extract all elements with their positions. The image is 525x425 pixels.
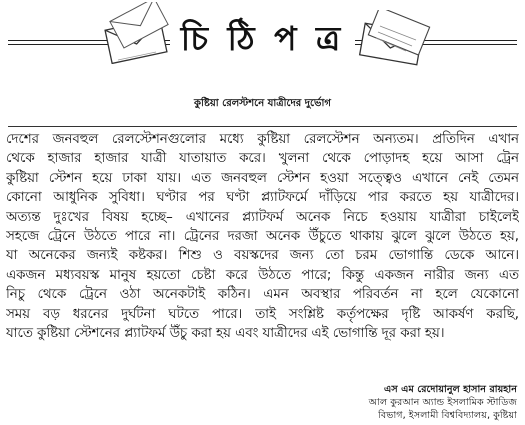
- body-line: অত্যন্ত দুঃখের বিষয় হচ্ছে– এখানের প্ল্যাটফর্ম অনেক নিচে হওয়ায় যাত্রীরা চাইলেই: [6, 209, 519, 225]
- body-line: যা অনেকের জন্যই কষ্টকর। শিশু ও বয়স্কদের জন্য তো চরম ভোগান্তি ডেকে আনে।: [6, 248, 519, 264]
- body-line: একজন মধ্যবয়স্ক মানুষ হয়তো চেষ্টা করে উঠতে পারে; কিন্তু একজন নারীর জন্য এত: [6, 267, 519, 283]
- body-line: সময় বড় ধরনের দুর্ঘটনা ঘটতে পারে। তাই সংশ্লিষ্ট কর্তৃপক্ষের দৃষ্টি আকর্ষণ করছি,: [6, 306, 519, 322]
- author-affiliation-1: আল কুরআন অ্যান্ড ইসলামিক স্টাডিজ: [368, 397, 517, 409]
- body-line: সহজে ট্রেনে উঠতে পারে না। ট্রেনের দরজা অনেক উঁচুতে থাকায় ঝুলে ঝুলে উঠতে হয়,: [6, 228, 519, 244]
- body-line: কুষ্টিয়া স্টেশন হয়ে ঢাকা যায়। এত জনবহুল স্টেশন হওয়া সত্ত্বেও এখানে নেই তেমন: [6, 170, 519, 186]
- envelope-stack-icon: [356, 10, 434, 68]
- author-affiliation-2: বিভাগ, ইসলামী বিশ্ববিদ্যালয়, কুষ্টিয়া: [378, 410, 517, 422]
- headline-rule: [8, 126, 517, 127]
- section-header: [0, 0, 525, 74]
- body-line: যাতে কুষ্টিয়া স্টেশনের প্ল্যাটফর্ম উঁচু করা হয় এবং যাত্রীদের এই ভোগান্তি দূর করা হয়।: [6, 325, 445, 341]
- body-line: কোনো আধুনিক সুবিধা। ঘণ্টার পর ঘণ্টা প্ল্যাটফর্মে দাঁড়িয়ে পার করতে হয় যাত্রীদের।: [6, 190, 519, 206]
- article-headline: কুষ্টিয়া রেলস্টশনে যাত্রীদের দুর্ভোগ: [194, 98, 331, 109]
- body-line: নিচু থেকে ট্রেনে ওঠা অনেকটাই কঠিন। এমন অবস্থার পরিবর্তন না হলে যেকোনো: [6, 287, 519, 303]
- signature-block: [369, 383, 517, 422]
- author-name: এস এম রেদোয়ানুল হাসান রায়হান: [384, 384, 517, 395]
- section-title: চি ঠি প ত্র: [170, 10, 355, 68]
- body-line: থেকে হাজার হাজার যাত্রী যাতায়াত করে। খুলনা থেকে পোড়াদহ হয়ে আসা ট্রেন: [6, 151, 519, 167]
- article-body: [6, 130, 519, 343]
- envelope-icon: [100, 2, 174, 64]
- body-line: দেশের জনবহুল রেলস্টেশনগুলোর মধ্যে কুষ্টিয়া রেলস্টেশন অন্যতম। প্রতিদিন এখান: [6, 132, 519, 147]
